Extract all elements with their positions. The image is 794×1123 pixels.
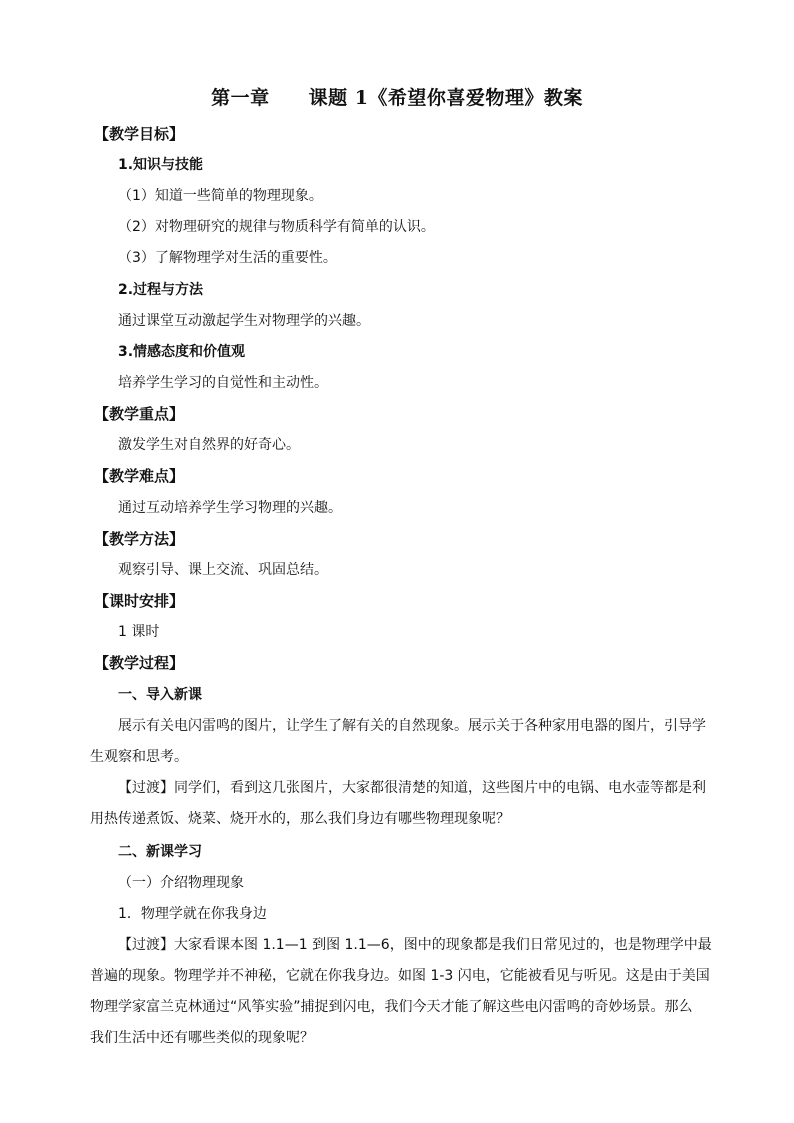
list-item: （1）知道一些简单的物理现象。 [118, 188, 323, 204]
section-heading-schedule: 【课时安排】 [94, 592, 185, 610]
list-item: （3）了解物理学对生活的重要性。 [118, 250, 337, 266]
paragraph: （一）介绍物理现象 [118, 875, 244, 891]
paragraph-line: 生观察和思考。 [90, 749, 188, 765]
paragraph-line: 【过渡】同学们，看到这几张图片，大家都很清楚的知道，这些图片中的电锅、电水壶等都是利 [118, 780, 706, 796]
paragraph-line: 展示有关电闪雷鸣的图片，让学生了解有关的自然现象。展示关于各种家用电器的图片，引导学 [118, 718, 706, 734]
paragraph: 激发学生对自然界的好奇心。 [118, 437, 300, 453]
paragraph-line: 物理学家富兰克林通过“风筝实验”捕捉到闪电，我们今天才能了解这些电闪雷鸣的奇妙场景。那么 [90, 999, 693, 1015]
section-heading-key: 【教学重点】 [94, 405, 185, 423]
subheading-process-method: 2.过程与方法 [118, 282, 204, 298]
subheading-intro: 一、导入新课 [118, 687, 202, 703]
paragraph: 观察引导、课上交流、巩固总结。 [118, 562, 328, 578]
paragraph-line: 我们生活中还有哪些类似的现象呢？ [90, 1030, 314, 1046]
subheading-knowledge-skills: 1.知识与技能 [118, 157, 204, 173]
list-item: （2）对物理研究的规律与物质科学有简单的认识。 [118, 219, 435, 235]
paragraph: 通过互动培养学生学习物理的兴趣。 [118, 500, 342, 516]
paragraph: 1 课时 [118, 624, 160, 640]
paragraph-line: 用热传递煮饭、烧菜、烧开水的，那么我们身边有哪些物理现象呢？ [90, 811, 510, 827]
paragraph: 通过课堂互动激起学生对物理学的兴趣。 [118, 313, 370, 329]
paragraph-line: 普遍的现象。物理学并不神秘，它就在你我身边。如图 1-3 闪电，它能被看见与听见。这是由于美国 [90, 968, 710, 984]
section-heading-goals: 【教学目标】 [94, 125, 185, 143]
paragraph: 1．物理学就在你我身边 [118, 906, 267, 922]
section-heading-method: 【教学方法】 [94, 530, 185, 548]
section-heading-difficulty: 【教学难点】 [94, 467, 185, 485]
document-title: 第一章 课题 1《希望你喜爱物理》教案 [211, 87, 583, 109]
subheading-attitude-values: 3.情感态度和价值观 [118, 344, 246, 360]
subheading-new-lesson: 二、新课学习 [118, 844, 202, 860]
paragraph: 培养学生学习的自觉性和主动性。 [118, 375, 328, 391]
paragraph-line: 【过渡】大家看课本图 1.1—1 到图 1.1—6，图中的现象都是我们日常见过的，也是物理学中最 [118, 937, 712, 953]
section-heading-process: 【教学过程】 [94, 654, 185, 672]
